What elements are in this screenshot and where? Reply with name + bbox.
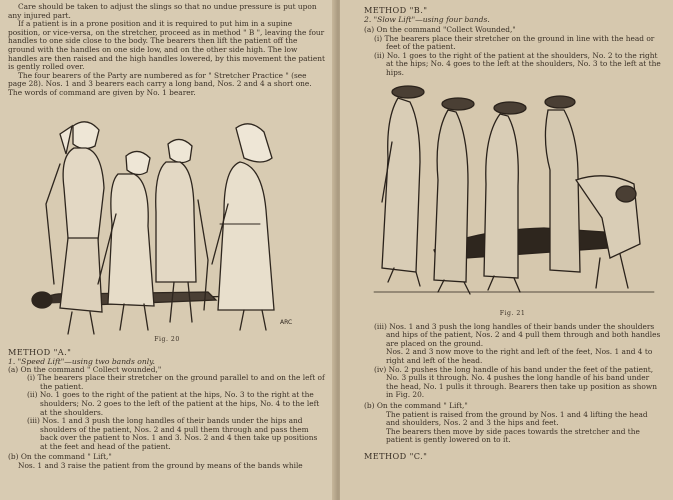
figure-20-illustration (8, 104, 326, 336)
intro-paragraph-2: If a patient is in a prone position and it is required to put him in a supine position, or vice-versa, on the stretcher, proceed as in method " B ", leaving the four handles to one side close to the body. The bearers then lift the patient off the ground with the handles on one side low, and on the other side high. The low handles are then raised and the high handles lowered, by this movement the patient is gently rolled over. (8, 19, 325, 72)
method-a-item-2: (ii) No. 1 goes to the right of the patient at the hips, No. 3 to the right at the shoulders; No. 2 goes to the left of the patient at the hips, No. 4 to the left at the shoulders. (27, 390, 320, 417)
intro-paragraph-1: Care should be taken to adjust the slings so that no undue pressure is put upon any injured part. (8, 2, 317, 20)
method-c-heading: METHOD "C." (364, 450, 428, 461)
figure-20 (8, 104, 326, 343)
method-a-heading: METHOD "A." (8, 346, 72, 357)
method-b-command-collect: (a) On the command "Collect Wounded," (364, 25, 516, 34)
method-b-heading: METHOD "B." (364, 5, 428, 15)
method-b-item-1: (i) The bearers place their stretcher on the ground in line with the head or feet of the patient. (374, 33, 655, 52)
figure-20-initials: ARC (280, 318, 293, 326)
figure-20-caption: Fig. 20 (154, 335, 180, 343)
method-b-item-3: (iii) Nos. 1 and 3 push the long handles of their bands under the shoulders and hips of the patient, Nos. 2 and 4 pull them through and both handles are placed on the ground. (374, 321, 661, 348)
method-b-item-2: (ii) No. 1 goes to the right of the patient at the shoulders, No. 2 to the right at the hips; No. 4 goes to the left at the shoulders, No. 3 to the left at the hips. (374, 50, 661, 77)
method-a-item-3: (iii) Nos. 1 and 3 push the long handles of their bands under the hips and shoulders of the patient, Nos. 2 and 4 pull them through and pass them back over the patient to Nos. 1 and 3. Nos. 2 and 4 then take up positions at the feet and head of the patient. (27, 416, 318, 451)
method-b-item-4: (iv) No. 2 pushes the long handle of his band under the feet of the patient, No. 3 pulls it through. No. 4 pushes the long handle of his band under the head, No. 1 pulls it through. Bearers then take up position as shown in Fig. 20. (374, 364, 657, 400)
intro-paragraph-3: The four bearers of the Party are numbered as for " Stretcher Practice " (see page 28). Nos. 1 and 3 bearers each carry a long band, Nos. 2 and 4 a short one. The words of command are given by No. 1 bearer. (8, 70, 312, 97)
figure-21 (364, 82, 661, 317)
method-b-lift-text-2: The bearers then move by side paces towards the stretcher and the patient is gently lowered on to it. (386, 426, 640, 445)
figure-21-caption: Fig. 21 (499, 309, 526, 317)
method-b-lift-text-1: The patient is raised from the ground by Nos. 1 and 4 lifting the head and shoulders, Nos. 2 and 3 the hips and feet. (386, 409, 648, 428)
method-b-item-3-continued: Nos. 2 and 3 now move to the right and left of the feet, Nos. 1 and 4 to right and left of the head. (386, 347, 653, 365)
method-b-subheading: 2. "Slow Lift"—using four bands. (364, 15, 490, 24)
right-page (340, 0, 673, 500)
method-a-command-lift: (b) On the command " Lift," (8, 452, 112, 462)
method-a-command-collect: (a) On the command " Collect wounded," (8, 364, 162, 374)
method-a-last-line: Nos. 1 and 3 raise the patient from the ground by means of the bands while (18, 461, 303, 471)
method-a-subheading: 1. "Speed Lift"—using two bands only. (8, 356, 155, 366)
left-page (0, 0, 336, 500)
method-b-command-lift: (b) On the command " Lift," (364, 400, 468, 410)
figure-21-illustration (364, 82, 660, 310)
method-a-item-1: (i) The bearers place their stretcher on the ground parallel to and on the left of the patient. (27, 373, 325, 391)
